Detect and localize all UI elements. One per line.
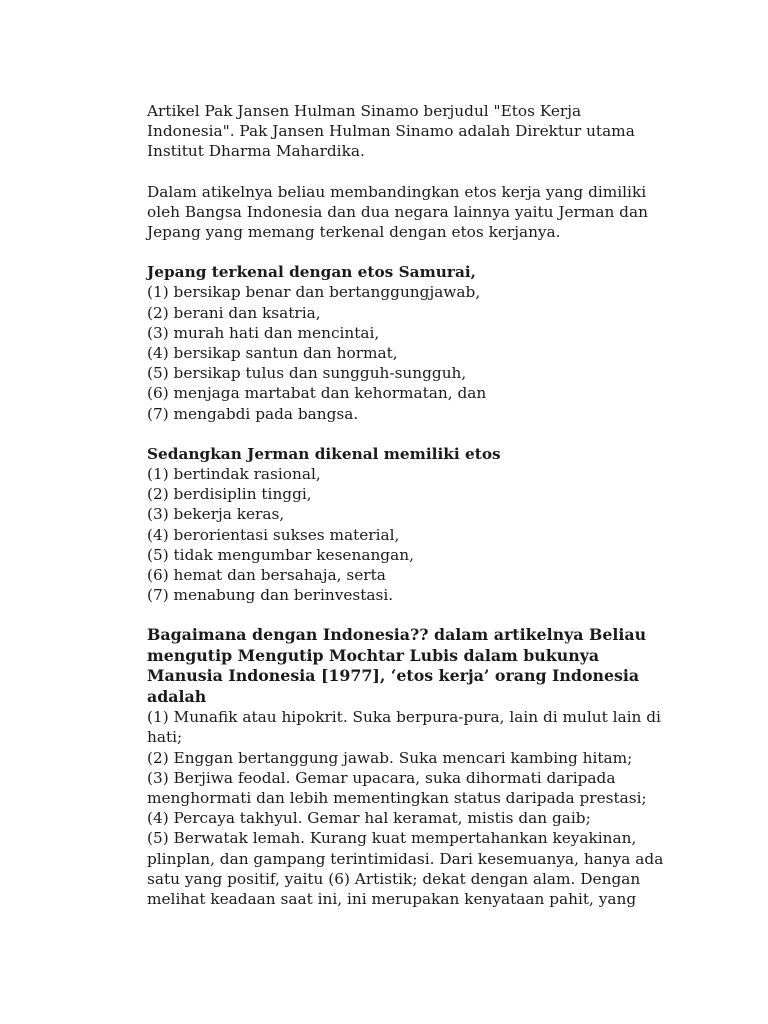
comparison-paragraph <box>147 182 747 243</box>
text-line: Dalam atikelnya beliau membandingkan etos kerja yang dimiliki <box>147 182 647 201</box>
list-item: (7) mengabdi pada bangsa. <box>147 404 359 423</box>
germany-heading: Sedangkan Jerman dikenal memiliki etos <box>147 444 501 463</box>
text-line: Institut Dharma Mahardika. <box>147 142 365 161</box>
document-page <box>147 101 747 909</box>
text-line: menghormati dan lebih mementingkan status daripada prestasi; <box>147 788 647 807</box>
text-line: hati; <box>147 728 183 747</box>
indonesia-section <box>147 625 747 909</box>
text-line: (3) Berjiwa feodal. Gemar upacara, suka dihormati daripada <box>147 768 616 787</box>
text-line: Indonesia". Pak Jansen Hulman Sinamo adalah Direktur utama <box>147 122 635 141</box>
list-item: (6) hemat dan bersahaja, serta <box>147 566 386 585</box>
indonesia-heading-line: mengutip Mengutip Mochtar Lubis dalam bukunya <box>147 645 600 665</box>
list-item: (2) berdisiplin tinggi, <box>147 485 312 504</box>
list-item: (4) berorientasi sukses material, <box>147 525 400 544</box>
text-line: (4) Percaya takhyul. Gemar hal keramat, mistis dan gaib; <box>147 809 591 828</box>
list-item: (1) bersikap benar dan bertanggungjawab, <box>147 283 481 302</box>
text-line: Jepang yang memang terkenal dengan etos kerjanya. <box>147 223 561 242</box>
text-line: (1) Munafik atau hipokrit. Suka berpura-pura, lain di mulut lain di <box>147 708 661 727</box>
text-line: melihat keadaan saat ini, ini merupakan kenyataan pahit, yang <box>147 889 637 908</box>
text-line: (2) Enggan bertanggung jawab. Suka mencari kambing hitam; <box>147 748 633 767</box>
list-item: (1) bertindak rasional, <box>147 465 321 484</box>
list-item: (4) bersikap santun dan hormat, <box>147 344 398 363</box>
list-item: (2) berani dan ksatria, <box>147 303 321 322</box>
list-item: (5) bersikap tulus dan sungguh-sungguh, <box>147 364 467 383</box>
list-item: (3) murah hati dan mencintai, <box>147 323 380 342</box>
text-line: plinplan, dan gampang terintimidasi. Dari kesemuanya, hanya ada <box>147 849 664 868</box>
list-item: (3) bekerja keras, <box>147 505 285 524</box>
intro-paragraph <box>147 101 747 162</box>
text-line: (5) Berwatak lemah. Kurang kuat mempertahankan keyakinan, <box>147 829 637 848</box>
list-item: (7) menabung dan berinvestasi. <box>147 586 394 605</box>
text-line: Artikel Pak Jansen Hulman Sinamo berjudul "Etos Kerja <box>147 102 582 120</box>
text-line: satu yang positif, yaitu (6) Artistik; dekat dengan alam. Dengan <box>147 869 641 888</box>
indonesia-heading-line: Manusia Indonesia [1977], ‘etos kerja’ orang Indonesia <box>147 666 640 686</box>
japan-heading: Jepang terkenal dengan etos Samurai, <box>147 263 476 282</box>
list-item: (6) menjaga martabat dan kehormatan, dan <box>147 384 487 403</box>
indonesia-heading-line: Bagaimana dengan Indonesia?? dalam artikelnya Beliau <box>147 625 647 645</box>
germany-section <box>147 444 747 606</box>
indonesia-heading-line: adalah <box>147 686 207 706</box>
text-line: oleh Bangsa Indonesia dan dua negara lainnya yaitu Jerman dan <box>147 202 648 221</box>
japan-section <box>147 262 747 424</box>
list-item: (5) tidak mengumbar kesenangan, <box>147 545 414 564</box>
